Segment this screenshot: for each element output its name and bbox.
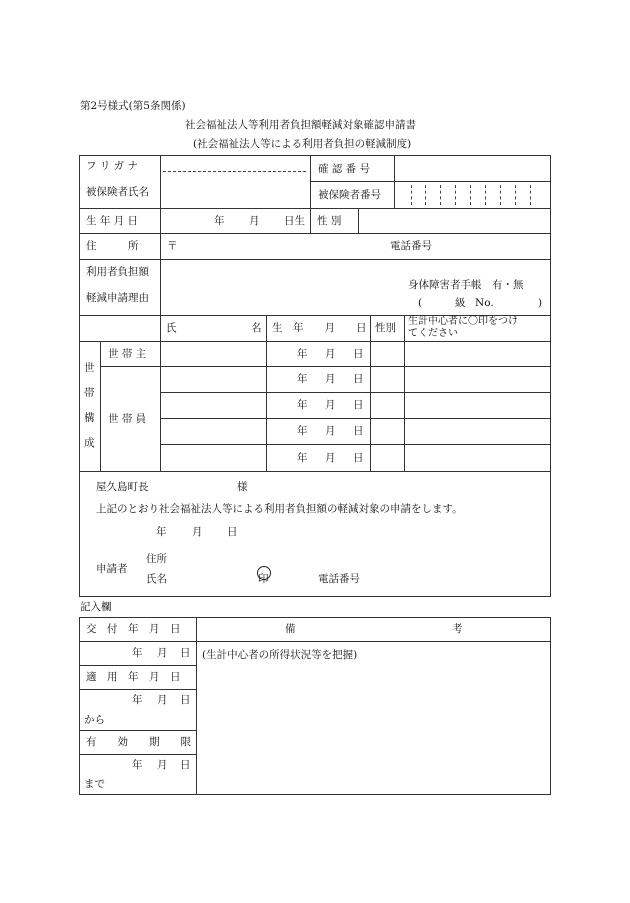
addressee: 屋久島町長 (96, 481, 149, 493)
declaration-statement: 上記のとおり社会福祉法人等による利用者負担額の軽減対象の申請をします。 (96, 503, 463, 515)
day-unit: 日 (353, 425, 364, 437)
disability-handbook: 身体障害者手帳 有・無 (408, 279, 524, 291)
day-unit: 日 (180, 694, 191, 706)
day-unit: 日 (353, 348, 364, 360)
reason-label-line2: 軽減申請理由 (86, 292, 149, 304)
month-unit: 月 (157, 694, 168, 706)
day-unit: 日 (353, 399, 364, 411)
seal-mark: 印 (258, 573, 269, 585)
household-col-mark-line2: てください (408, 328, 458, 339)
month-unit: 月 (325, 399, 336, 411)
remarks-note: (生計中心者の所得状況等を把握) (202, 649, 358, 661)
disability-grade: 級 (455, 297, 466, 309)
declaration-month-unit: 月 (192, 526, 203, 538)
household-head-label: 世 帯 主 (108, 348, 147, 360)
household-member-label: 世 帯 員 (108, 413, 147, 425)
household-col-name2: 名 (251, 322, 262, 334)
reason-label-line1: 利用者負担額 (86, 266, 149, 278)
side-char: 帯 (84, 387, 95, 399)
year-unit: 年 (297, 425, 308, 437)
phone-label: 電話番号 (390, 240, 432, 252)
side-char: 成 (84, 437, 95, 449)
sex-label: 性 別 (317, 215, 342, 227)
side-char: 世 (84, 362, 95, 374)
disability-no: No. (475, 297, 494, 309)
year-unit: 年 (297, 399, 308, 411)
issue-date-label: 交 付 年 月 日 (86, 623, 181, 635)
address-label: 住 所 (86, 240, 139, 252)
postal-mark: 〒 (167, 240, 178, 252)
entry-section-title: 記入欄 (80, 601, 112, 613)
form-title: 社会福祉法人等利用者負担額軽減対象確認申請書 (185, 119, 416, 131)
furigana-label: フ リ ガ ナ (86, 160, 139, 172)
month-unit: 月 (325, 425, 336, 437)
day-unit: 日 (180, 759, 191, 771)
declaration-day-unit: 日 (227, 526, 238, 538)
remarks-label-left: 備 (285, 623, 296, 635)
household-col-birth: 生 年 月 日 (272, 322, 367, 334)
household-col-sex: 性別 (375, 322, 396, 334)
day-unit: 日 (353, 452, 364, 464)
form-number: 第2号様式(第5条関係) (80, 100, 186, 112)
month-unit: 月 (325, 348, 336, 360)
applicant-label: 申請者 (96, 563, 128, 575)
confirmation-number-label: 確 認 番 号 (318, 163, 371, 175)
year-unit: 年 (297, 373, 308, 385)
year-unit: 年 (132, 759, 143, 771)
applicant-address-label: 住所 (146, 553, 167, 565)
disability-grade-open: ( (418, 297, 423, 309)
year-unit: 年 (297, 452, 308, 464)
household-col-mark-line1: 生計中心者に〇印をつけ (408, 316, 518, 327)
month-unit: 月 (325, 452, 336, 464)
birth-month-unit: 月 (249, 215, 260, 227)
honorific: 様 (237, 481, 248, 493)
birth-year-unit: 年 (214, 215, 225, 227)
month-unit: 月 (157, 647, 168, 659)
day-unit: 日 (353, 373, 364, 385)
insured-number-label: 被保険者番号 (318, 189, 381, 201)
month-unit: 月 (157, 759, 168, 771)
year-unit: 年 (297, 348, 308, 360)
month-unit: 月 (325, 373, 336, 385)
birth-day-unit: 日生 (284, 215, 305, 227)
household-col-name: 氏 (166, 322, 177, 334)
day-unit: 日 (180, 647, 191, 659)
year-unit: 年 (132, 647, 143, 659)
side-char: 構 (84, 412, 95, 424)
validity-label: 有 効 期 限 (86, 736, 191, 748)
applicant-name-label: 氏名 (146, 573, 167, 585)
year-unit: 年 (132, 694, 143, 706)
form-subtitle: (社会福祉法人等による利用者負担の軽減制度) (193, 138, 412, 150)
until-label: まで (84, 778, 105, 790)
remarks-label-right: 考 (452, 623, 463, 635)
applicant-phone-label: 電話番号 (318, 573, 360, 585)
apply-date-label: 適 用 年 月 日 (86, 671, 181, 683)
from-label: から (84, 714, 105, 726)
insured-name-label: 被保険者氏名 (86, 186, 149, 198)
declaration-year-unit: 年 (156, 526, 167, 538)
disability-grade-close: ) (538, 297, 543, 309)
birth-date-label: 生 年 月 日 (86, 215, 139, 227)
